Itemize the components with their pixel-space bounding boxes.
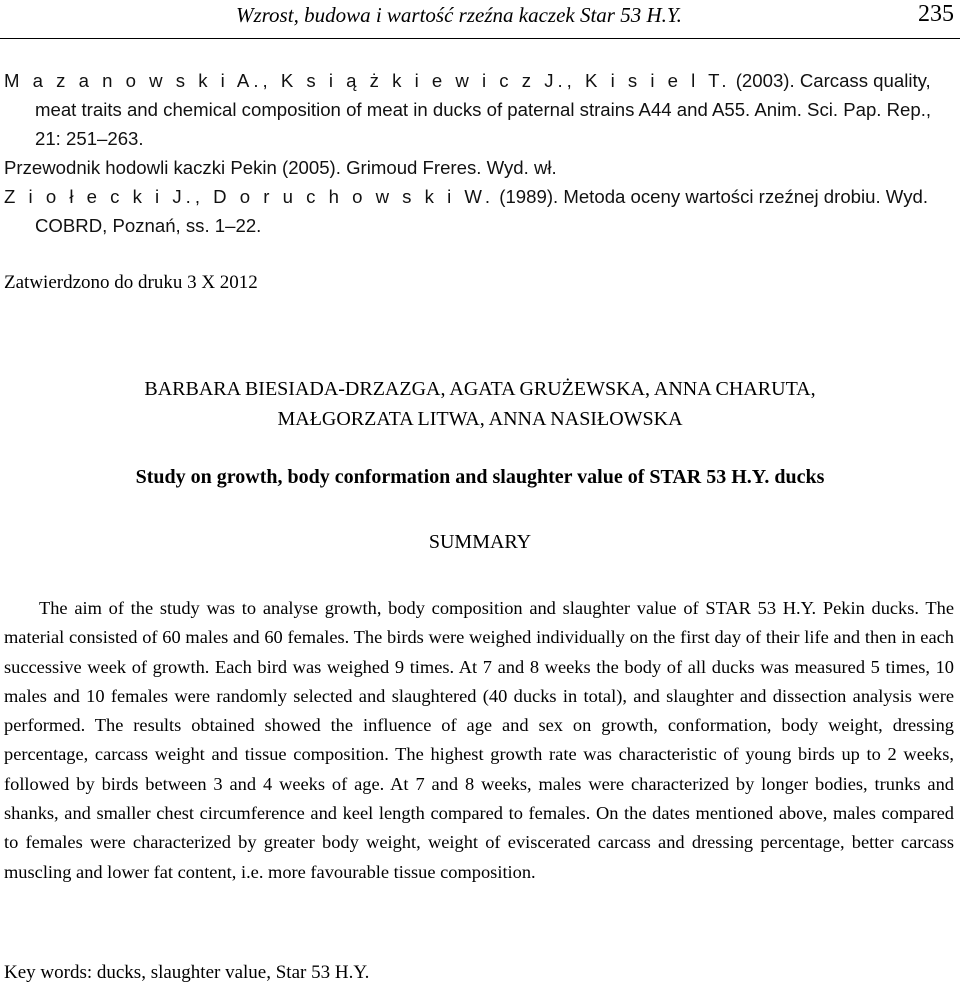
reference-authors: Z i o ł e c k i J., D o r u c h o w s k i W. <box>4 186 495 207</box>
reference-details: (1989). Metoda oceny wartości rzeźnej drobiu. Wyd. COBRD, Poznań, ss. 1–22. <box>35 186 928 236</box>
reference-item <box>4 153 956 182</box>
authors-line: BARBARA BIESIADA-DRZAZGA, AGATA GRUŻEWSKA, ANNA CHARUTA, <box>144 378 816 400</box>
running-title: Wzrost, budowa i wartość rzeźna kaczek Star 53 H.Y. <box>236 3 682 27</box>
approval-note: Zatwierdzono do druku 3 X 2012 <box>4 272 258 293</box>
page-number: 235 <box>918 1 954 27</box>
reference-authors: M a z a n o w s k i A., K s i ą ż k i e w i c z J., K i s i e l T. <box>4 70 731 91</box>
reference-item <box>4 182 956 240</box>
author-block <box>0 374 960 434</box>
summary-paragraph: The aim of the study was to analyse growth, body composition and slaughter value of STAR 53 H.Y. Pekin ducks. The material consisted of 60 males and 60 females. The birds were weighed individually on the first day of their life and then in each successive week of growth. Each bird was weighed 9 times. At 7 and 8 weeks the body of all ducks was measured 5 times, 10 males and 10 females were randomly selected and slaughtered (40 ducks in total), and slaughter and dissection analysis were performed. The results obtained showed the influence of age and sex on growth, conformation, body weight, dressing percentage, carcass weight and tissue composition. The highest growth rate was characteristic of young birds up to 2 weeks, followed by birds between 3 and 4 weeks of age. At 7 and 8 weeks, males were characterized by longer bodies, trunks and shanks, and smaller chest circumference and keel length compared to females. On the dates mentioned above, males compared to females were characterized by greater body weight, weight of eviscerated carcass and dressing percentage, better carcass muscling and lower fat content, i.e. more favourable tissue composition. <box>4 598 954 882</box>
keywords: Key words: ducks, slaughter value, Star 53 H.Y. <box>4 962 370 983</box>
reference-list <box>4 66 956 240</box>
reference-details: Przewodnik hodowli kaczki Pekin (2005). Grimoud Freres. Wyd. wł. <box>4 157 557 178</box>
english-title: Study on growth, body conformation and slaughter value of STAR 53 H.Y. ducks <box>135 466 825 488</box>
summary-body <box>4 594 954 887</box>
running-header <box>0 0 960 39</box>
authors-line: MAŁGORZATA LITWA, ANNA NASIŁOWSKA <box>277 408 683 430</box>
reference-item <box>4 66 956 153</box>
reference-details: (2003). Carcass quality, meat traits and chemical composition of meat in ducks of paternal strains A44 and A55. Anim. Sci. Pap. Rep., 21: 251–263. <box>35 70 932 149</box>
summary-heading: SUMMARY <box>428 531 532 553</box>
